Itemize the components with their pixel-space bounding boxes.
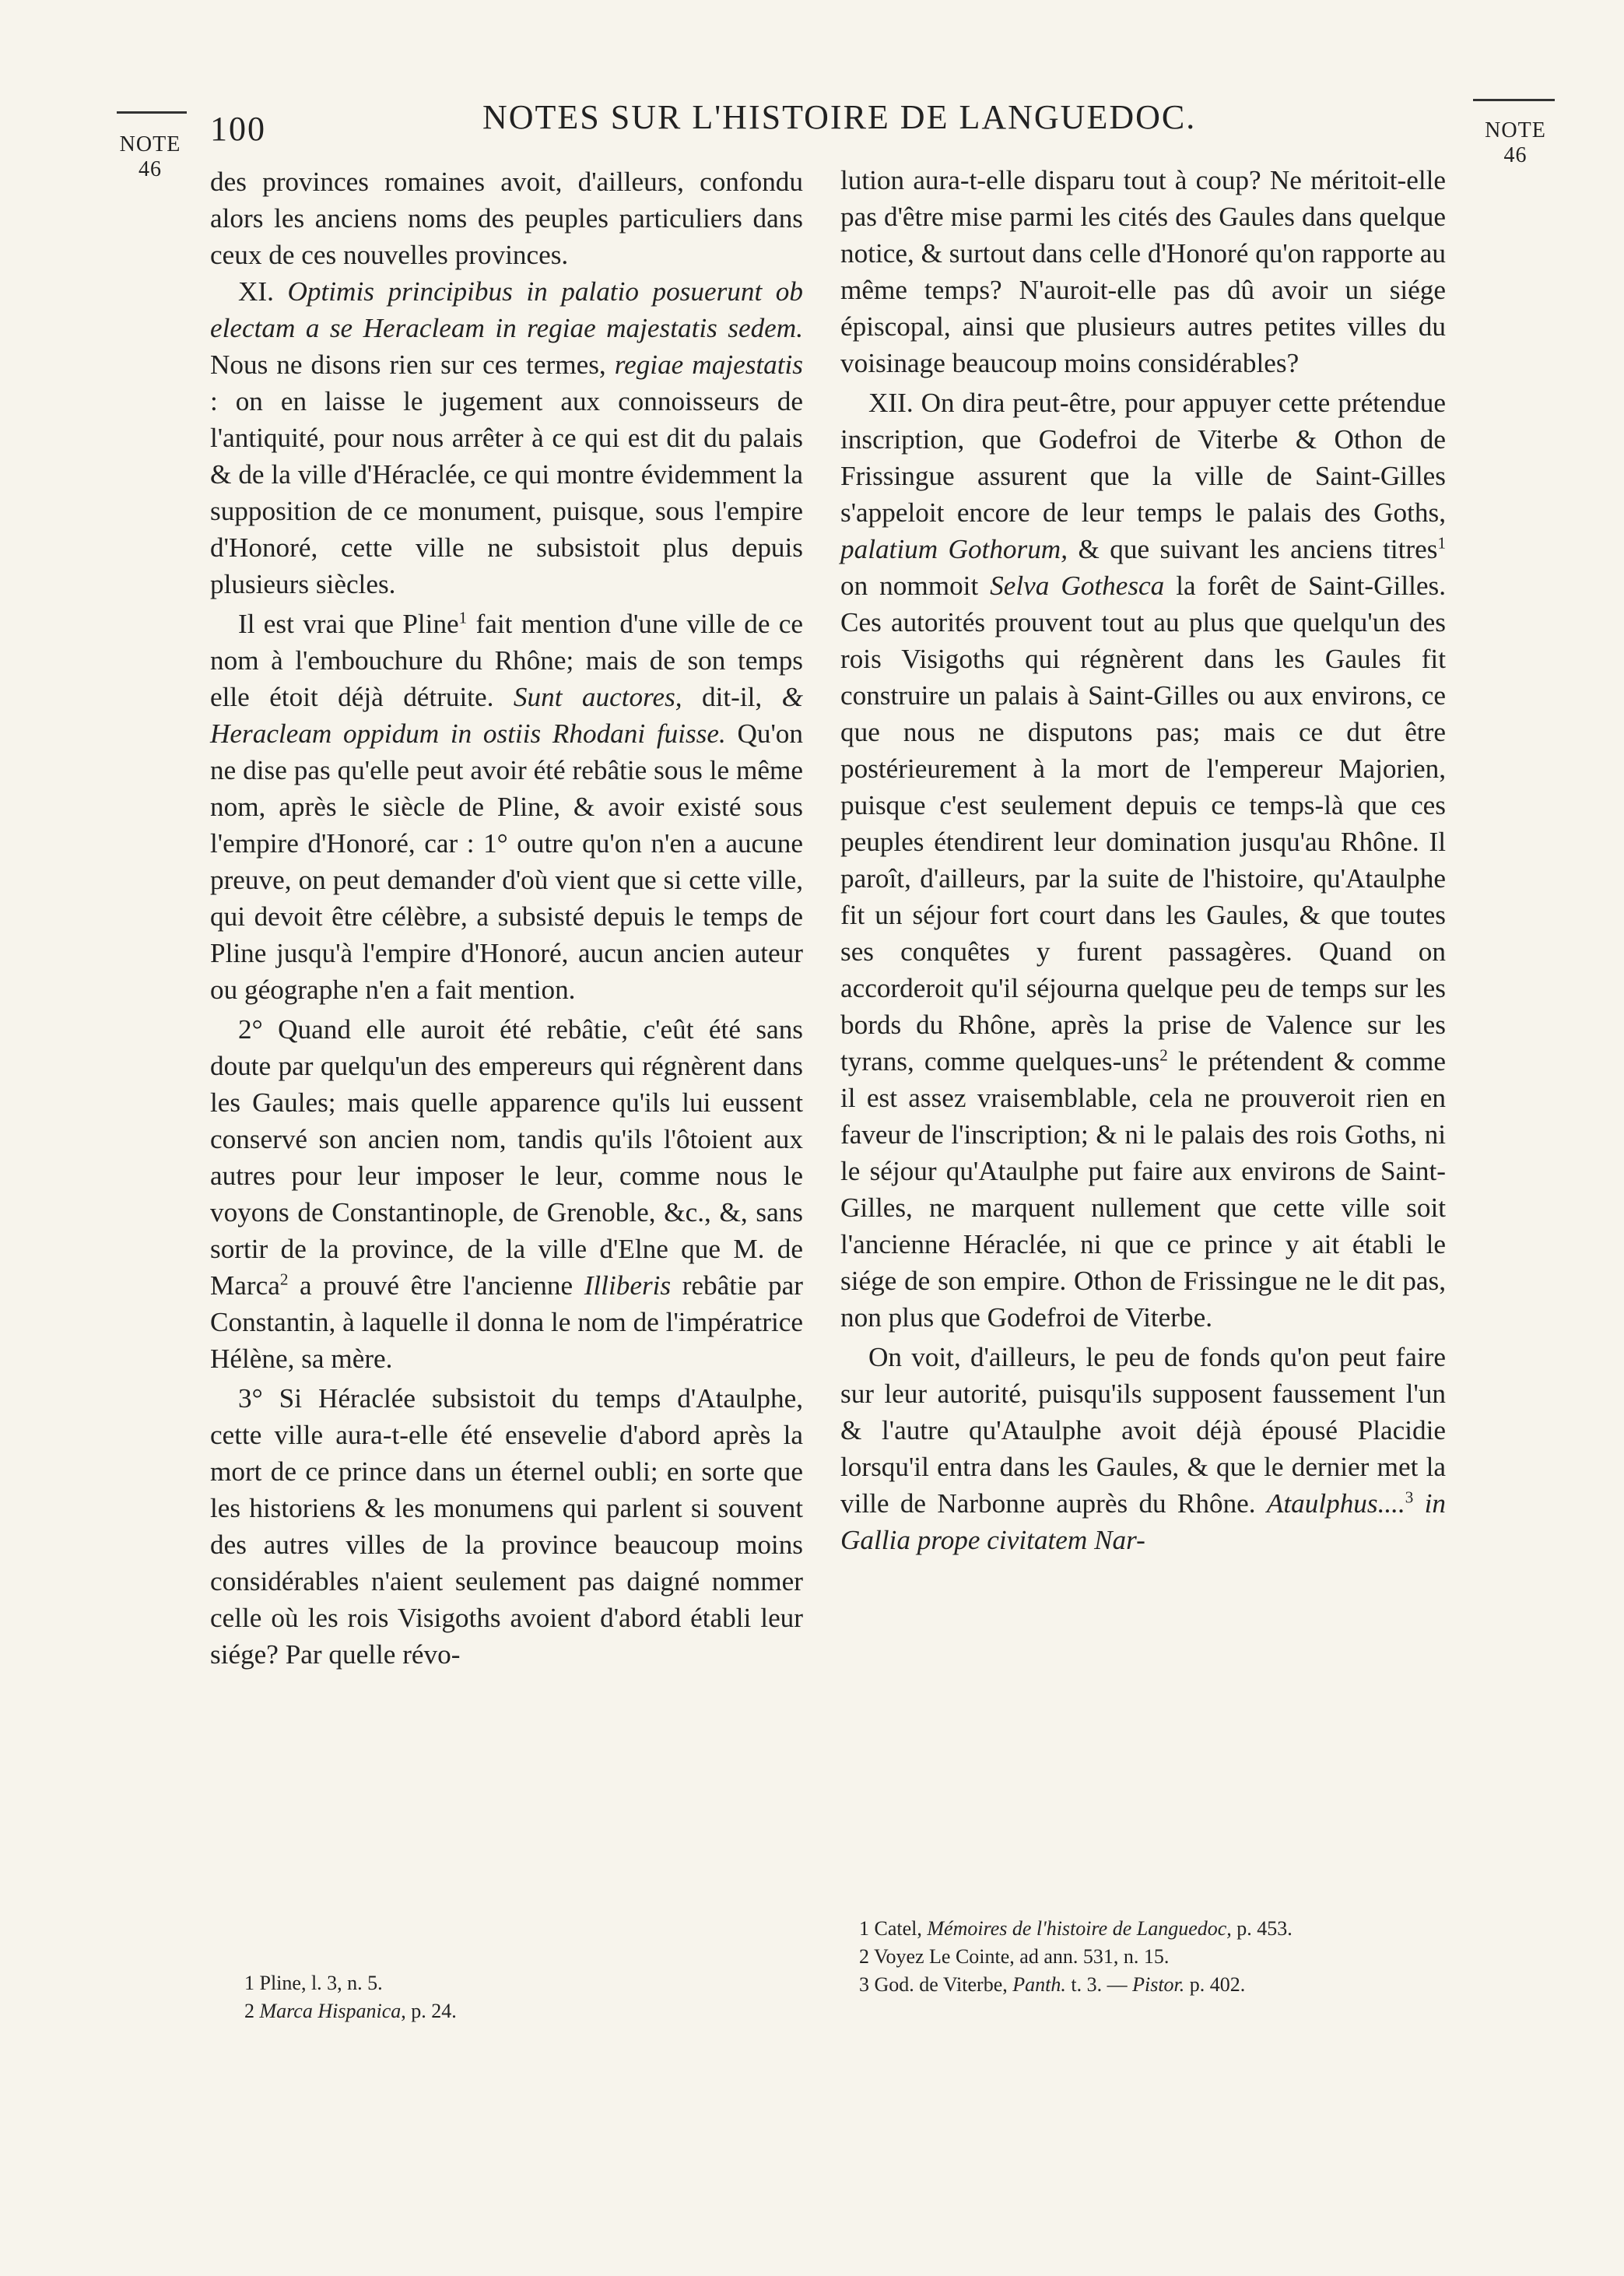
right-note-label: NOTE bbox=[1485, 118, 1546, 142]
paragraph: 3° Si Héraclée subsistoit du temps d'Ataulphe, cette ville aura-t-elle été ensevelie d'abord après la mort de ce prince dans un éternel oubli; en sorte que les historiens & les monumens qui parlent si souvent des autres villes de la province beaucoup moins considérables n'aient seulement pas daigné nommer celle où les rois Visigoths avoient d'abord établi leur siége? Par quelle révo- bbox=[210, 1383, 803, 1670]
paragraph: 2° Quand elle auroit été rebâtie, c'eût été sans doute par quelqu'un des empereurs qui régnèrent dans les Gaules; mais quelle apparence qu'ils lui eussent conservé son ancien nom, tandis qu'ils l'ôtoient aux autres pour leur imposer le leur, comme nous le voyons de Constantinople, de Grenoble, &c., &, sans sortir de la province, de la ville d'Elne que M. de Marca$^2$ a prouvé être l'ancienne Illiberis rebâtie par Constantin, à laquelle il donna le nom de l'impératrice Hélène, sa mère. bbox=[210, 1014, 803, 1374]
left-margin-rule bbox=[117, 111, 187, 114]
left-note-number: 46 bbox=[139, 157, 162, 181]
left-note-label: NOTE bbox=[119, 132, 181, 156]
footnote: 1 Pline, l. 3, n. 5. bbox=[244, 1972, 383, 1994]
right-column bbox=[840, 162, 1446, 1558]
right-note-marker bbox=[1478, 118, 1552, 168]
footnote: 2 Voyez Le Cointe, ad ann. 531, n. 15. bbox=[859, 1945, 1170, 1968]
paragraph: lution aura-t-elle disparu tout à coup? Ne méritoit-elle pas d'être mise parmi les cités des Gaules dans quelque notice, & surtout dans celle d'Honoré qu'on rapporte au même temps? N'auroit-elle pas dû avoir un siége épiscopal, ainsi que plusieurs autres petites villes du voisinage beaucoup moins considérables? bbox=[840, 165, 1446, 378]
paragraph: On voit, d'ailleurs, le peu de fonds qu'on peut faire sur leur autorité, puisqu'ils supposent faussement l'un & l'autre qu'Ataulphe avoit déjà épousé Placidie lorsqu'il entra dans les Gaules, & que le dernier met la ville de Narbonne auprès du Rhône. Ataulphus....$^3$ in Gallia prope civitatem Nar- bbox=[840, 1342, 1446, 1555]
paragraph: XI. Optimis principibus in palatio posuerunt ob electam a se Heracleam in regiae majestatis sedem. Nous ne disons rien sur ces termes, regiae majestatis : on en laisse le jugement aux connoisseurs de l'antiquité, pour nous arrêter à ce qui est dit du palais & de la ville d'Héraclée, ce qui montre évidemment la supposition de ce monument, puisque, sous l'empire d'Honoré, cette ville ne subsistoit plus depuis plusieurs siècles. bbox=[210, 276, 804, 599]
footnote: 2 Marca Hispanica, p. 24. bbox=[244, 2000, 457, 2022]
right-note-number: 46 bbox=[1503, 143, 1528, 167]
left-column bbox=[210, 163, 803, 1673]
right-footnotes bbox=[840, 1915, 1455, 1999]
paragraph: des provinces romaines avoit, d'ailleurs, confondu alors les anciens noms des peuples particuliers dans ceux de ces nouvelles provinces. bbox=[210, 167, 803, 270]
page-number: 100 bbox=[210, 110, 266, 148]
left-note-marker bbox=[115, 132, 185, 182]
paragraph: Il est vrai que Pline$^1$ fait mention d'une ville de ce nom à l'embouchure du Rhône; mais de son temps elle étoit déjà détruite. Sunt auctores, dit-il, & Heracleam oppidum in ostiis Rhodani fuisse. Qu'on ne dise pas qu'elle peut avoir été rebâtie sous le même nom, après le siècle de Pline, & avoir existé sous l'empire d'Honoré, car : 1° outre qu'on n'en a aucune preuve, on peut demander d'où vient que si cette ville, qui devoit être célèbre, a subsisté depuis le temps de Pline jusqu'à l'empire d'Honoré, aucun ancien auteur ou géographe n'en a fait mention. bbox=[210, 608, 803, 1005]
paragraph: XII. On dira peut-être, pour appuyer cette prétendue inscription, que Godefroi de Viterbe & Othon de Frissingue assurent que la ville de Saint-Gilles s'appeloit encore de leur temps le palais des Goths, palatium Gothorum, & que suivant les anciens titres$^1$ on nommoit Selva Gothesca la forêt de Saint-Gilles. Ces autorités prouvent tout au plus que quelqu'un des rois Visigoths qui régnèrent dans les Gaules fit construire un palais à Saint-Gilles ou aux environs, ce que nous ne disputons pas; mais ce dut être postérieurement à la mort de l'empereur Majorien, puisque c'est seulement depuis ce temps-là que ces peuples étendirent leur domination jusqu'au Rhône. Il paroît, d'ailleurs, par la suite de l'histoire, qu'Ataulphe fit un séjour fort court dans les Gaules, & que toutes ses conquêtes y furent passagères. Quand on accorderoit qu'il séjourna quelque peu de temps sur les bords du Rhône, après la prise de Valence sur les tyrans, comme quelques-uns$^2$ le prétendent & comme il est assez vraisemblable, cela ne prouveroit rien en faveur de l'inscription; & ni le palais des rois Goths, ni le séjour qu'Ataulphe put faire aux environs de Saint-Gilles, ne marquent nullement que cette ville soit l'ancienne Héraclée, ni que ce prince y ait établi le siége de son empire. Othon de Frissingue ne le dit pas, non plus que Godefroi de Viterbe. bbox=[840, 388, 1446, 1333]
footnote: 1 Catel, Mémoires de l'histoire de Languedoc, p. 453. bbox=[859, 1917, 1293, 1940]
page-title: NOTES SUR L'HISTOIRE DE LANGUEDOC. bbox=[482, 98, 1197, 136]
right-margin-rule bbox=[1473, 99, 1555, 101]
left-footnotes bbox=[226, 1969, 770, 2025]
footnote: 3 God. de Viterbe, Panth. t. 3. — Pistor. p. 402. bbox=[859, 1973, 1246, 1996]
